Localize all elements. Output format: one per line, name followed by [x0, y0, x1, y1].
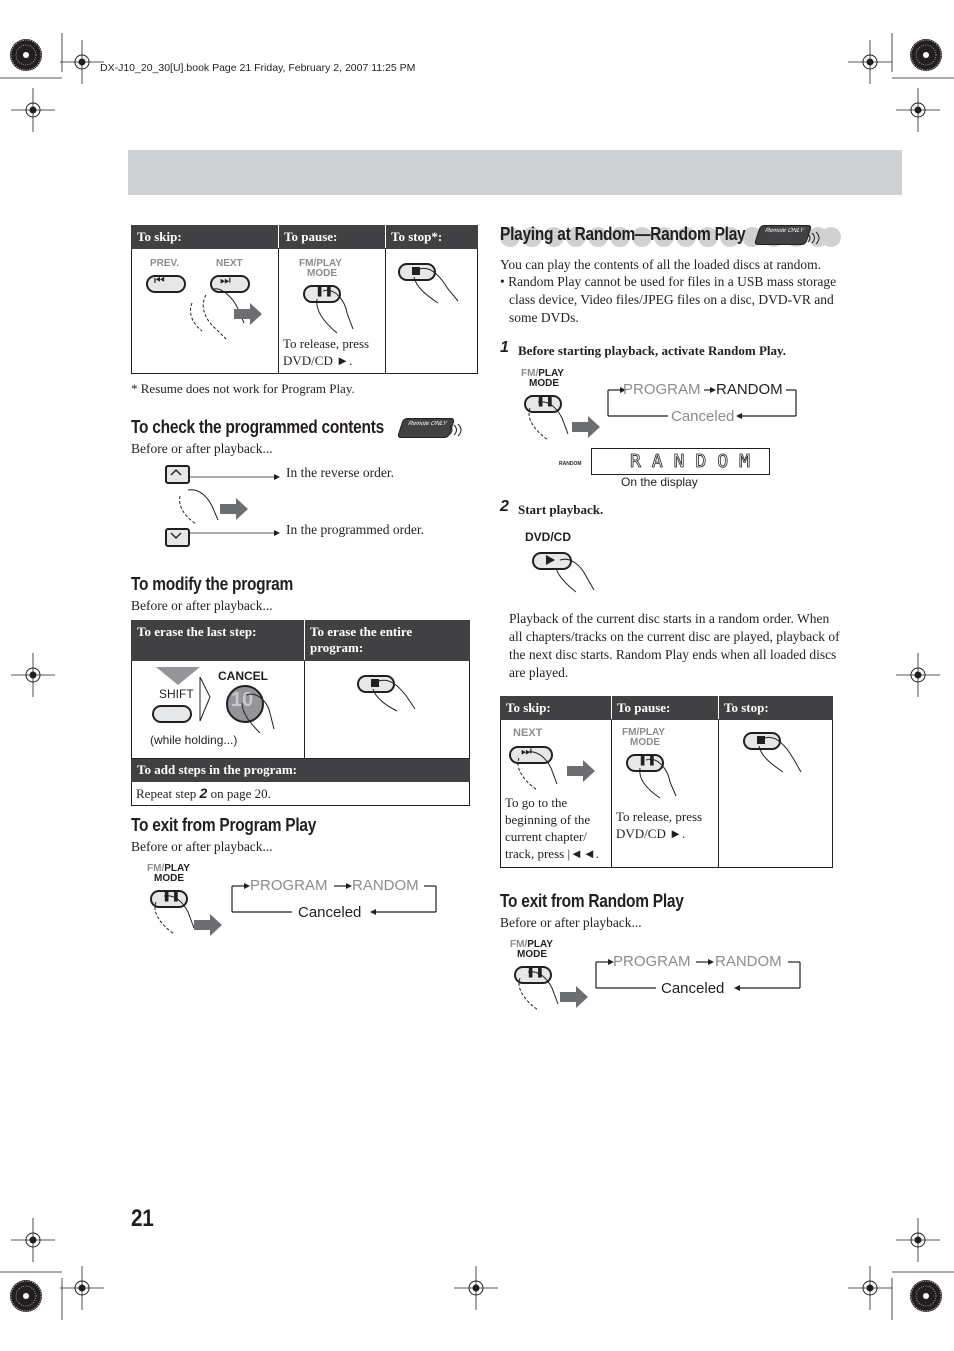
fm-play-mode-label: FM/PLAY MODE	[147, 863, 190, 884]
flow-canceled: Canceled	[671, 408, 735, 425]
cell-erase-last	[132, 661, 305, 759]
fm-play-mode-label: FM/PLAY MODE	[622, 727, 665, 748]
ten-label: 10	[231, 689, 254, 711]
bracket-icon	[198, 675, 212, 725]
flow-program: PROGRAM	[613, 953, 691, 970]
next-label: NEXT	[216, 258, 243, 269]
modify-title: To modify the program	[131, 574, 294, 594]
col-skip: To skip:	[501, 697, 612, 720]
col-stop: To stop*:	[386, 226, 478, 249]
next-icon: ⏭	[220, 273, 231, 287]
next-icon: ⏭	[521, 744, 532, 758]
skip-pause-stop-table	[131, 225, 478, 374]
playback-text: Playback of the current disc starts in a random order. When all chapters/tracks on the current disc are played, playback of the next disc starts. Random Play ends when all loaded discs are played.	[509, 611, 840, 680]
col-add-steps: To add steps in the program:	[132, 759, 470, 782]
finger-icon	[313, 285, 363, 335]
on-display-caption: On the display	[621, 475, 698, 489]
signal-icon	[806, 232, 822, 244]
flow-canceled: Canceled	[661, 980, 725, 997]
step1-text: Before starting playback, activate Random Play.	[518, 343, 787, 358]
fm-play-mode-label: FM/PLAY MODE	[510, 939, 553, 960]
cell-stop	[719, 720, 833, 868]
finger-press-icon	[182, 285, 272, 345]
flow-random: RANDOM	[715, 953, 782, 970]
cell-pause	[279, 249, 386, 374]
fm-play-mode-label: FM/PLAY MODE	[299, 258, 342, 279]
modify-table	[131, 620, 470, 806]
remote-only-badge: Remote ONLY	[754, 225, 812, 245]
finger-icon	[369, 675, 419, 715]
pause-icon: ❚❚	[526, 965, 545, 978]
prev-label: PREV.	[150, 258, 180, 269]
random-title: Playing at Random—Random Play	[500, 224, 746, 244]
check-title: To check the programmed contents	[131, 417, 384, 437]
finger-icon	[755, 732, 805, 782]
pause-icon: ❚❚	[315, 284, 334, 297]
exit-random-intro: Before or after playback...	[500, 915, 642, 930]
finger-icon	[554, 556, 598, 596]
while-holding-text: (while holding...)	[150, 733, 238, 747]
flow-program: PROGRAM	[623, 381, 701, 398]
header-band	[128, 150, 902, 195]
cell-pause	[612, 720, 719, 868]
dvdcd-label: DVD/CD	[525, 530, 572, 544]
flow-program: PROGRAM	[250, 877, 328, 894]
random-intro: You can play the contents of all the loaded discs at random.	[500, 257, 822, 272]
cell-stop	[386, 249, 478, 374]
page-number: 21	[131, 1205, 154, 1232]
check-intro: Before or after playback...	[131, 441, 273, 456]
exit-program-title: To exit from Program Play	[131, 815, 317, 835]
cancel-label: CANCEL	[218, 669, 268, 683]
release-note: To release, press DVD/CD ►.	[283, 336, 370, 368]
random-bullet: • Random Play cannot be used for files in a USB mass storage class device, Video files/JPEG files on a disc, DVD-VR and some DVDs.	[500, 274, 837, 325]
finger-press-icon	[512, 970, 596, 1014]
release-note: To release, press DVD/CD ►.	[616, 809, 703, 841]
signal-icon	[448, 424, 464, 436]
finger-press-icon	[174, 488, 264, 528]
finger-icon	[636, 754, 686, 800]
programmed-order-text: In the programmed order.	[286, 522, 424, 537]
finger-press-icon	[522, 400, 606, 444]
step2-text: Start playback.	[518, 502, 604, 517]
pause-icon: ❚❚	[638, 753, 657, 766]
exit-random-title: To exit from Random Play	[500, 891, 684, 911]
col-erase-last: To erase the last step:	[132, 621, 305, 661]
pause-icon: ❚❚	[536, 394, 555, 407]
exit-program-intro: Before or after playback...	[131, 839, 273, 854]
step1-number: 1	[500, 339, 509, 356]
footnote: * Resume does not work for Program Play.	[131, 381, 355, 396]
finger-icon	[410, 263, 460, 313]
col-skip: To skip:	[132, 226, 279, 249]
cell-erase-all	[305, 661, 470, 759]
modify-intro: Before or after playback...	[131, 598, 273, 613]
col-erase-all: To erase the entire program:	[305, 621, 470, 661]
next-label: NEXT	[513, 727, 543, 739]
flow-random: RANDOM	[716, 381, 783, 398]
skip-description: To go to the beginning of the current chapter/ track, press |◄◄.	[505, 795, 600, 861]
down-arrow-icon	[170, 532, 182, 540]
remote-only-badge: Remote ONLY	[397, 418, 455, 438]
prev-button[interactable]	[146, 275, 186, 293]
random-indicator: RANDOM	[559, 461, 582, 467]
pause-icon: ❚❚	[162, 889, 181, 902]
reverse-order-text: In the reverse order.	[286, 465, 394, 480]
col-stop: To stop:	[719, 697, 833, 720]
col-pause: To pause:	[612, 697, 719, 720]
up-arrow-icon	[170, 468, 182, 476]
random-skip-pause-stop-table	[500, 696, 833, 868]
cell-repeat: Repeat step 2 on page 20.	[132, 782, 470, 806]
shift-arrow-icon	[156, 667, 200, 687]
shift-label: SHIFT	[159, 687, 194, 701]
print-header: DX-J10_20_30[U].book Page 21 Friday, February 2, 2007 11:25 PM	[100, 62, 416, 74]
finger-press-icon	[511, 750, 595, 794]
fm-play-mode-label: FM/PLAY MODE	[521, 368, 564, 389]
flow-canceled: Canceled	[298, 904, 362, 921]
finger-icon	[240, 691, 280, 737]
display-text: RANDOM	[630, 451, 762, 472]
flow-random: RANDOM	[352, 877, 419, 894]
cell-skip	[132, 249, 279, 374]
cell-skip	[501, 720, 612, 868]
finger-press-icon	[148, 894, 232, 938]
col-pause: To pause:	[279, 226, 386, 249]
step2-number: 2	[500, 498, 509, 515]
shift-button[interactable]	[152, 705, 192, 723]
prev-icon: ⏮	[154, 273, 165, 287]
